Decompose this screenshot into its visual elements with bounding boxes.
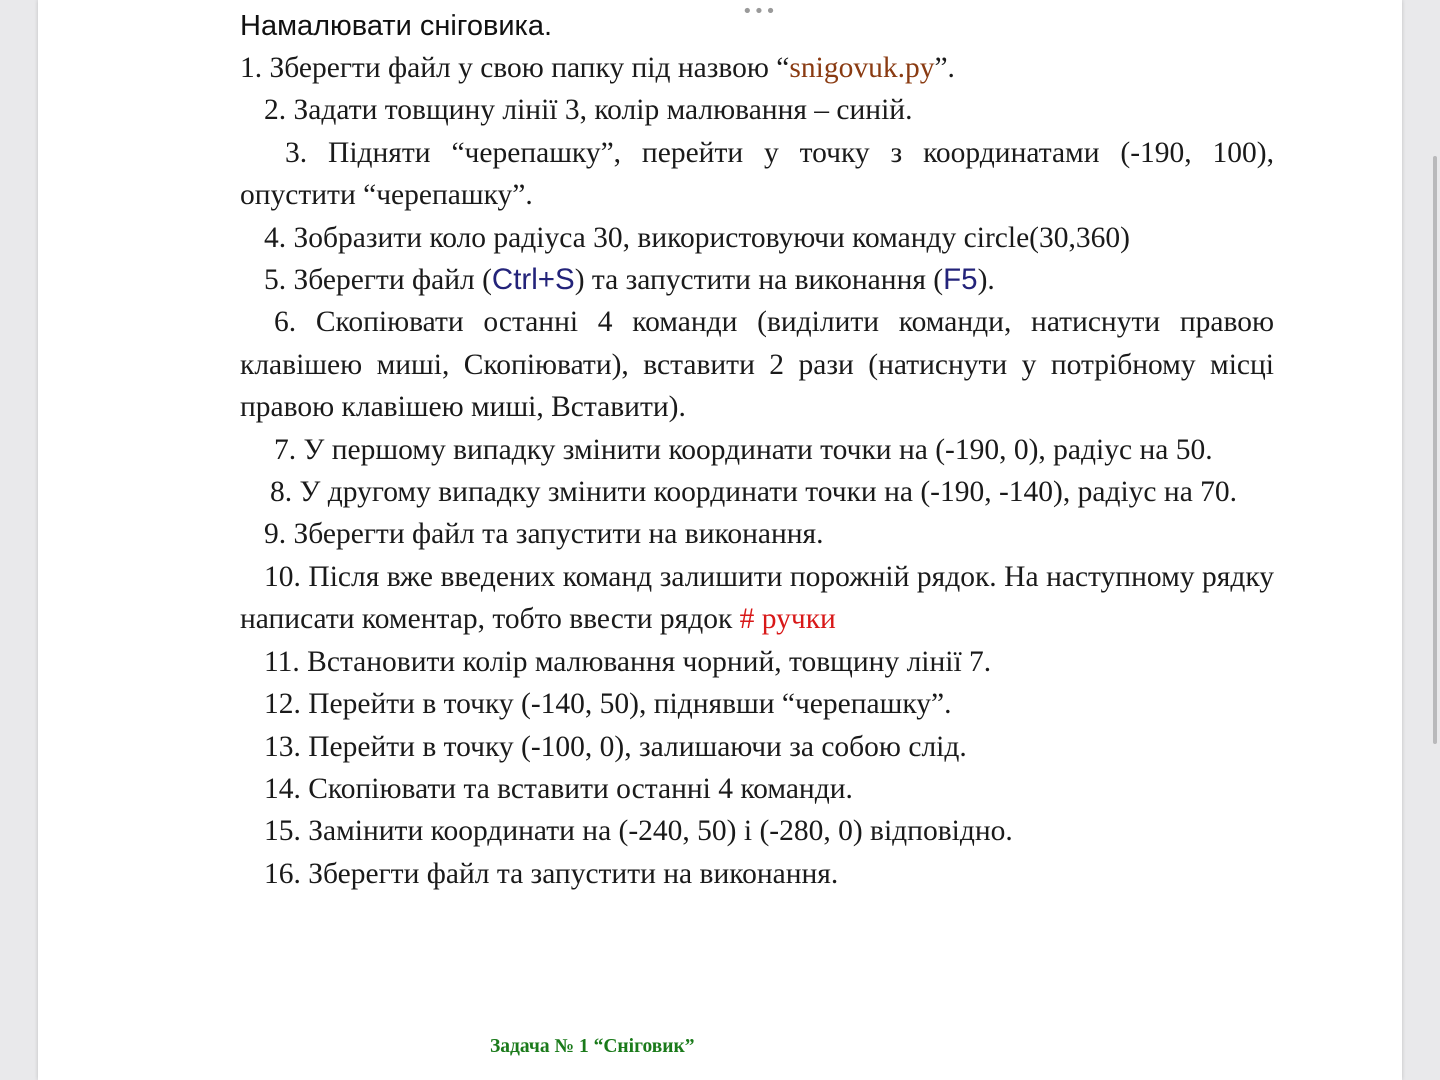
step-14 (240, 768, 1274, 810)
step-16 (240, 853, 1274, 895)
step-1-text: 1. Зберегти файл у свою папку під назвою “ (240, 52, 790, 84)
step-7 (240, 429, 1274, 471)
step-3-text: 3. Підняти “черепашку”, перейти у точку з координатами (-190, 100), опустити “черепашку”. (240, 136, 1274, 212)
document-body (240, 1, 1274, 895)
shortcut-save: Ctrl+S (491, 263, 575, 297)
shortcut-run: F5 (943, 263, 978, 297)
step-11 (240, 641, 1274, 683)
step-8-text: 8. У другому випадку змінити координати точки на (-190, -140), радіус на 70. (270, 476, 1238, 509)
step-11-text: 11. Встановити колір малювання чорний, товщину лінії 7. (264, 645, 992, 678)
step-13 (240, 726, 1274, 768)
step-5-mid: ) та запустити на виконання ( (574, 264, 944, 297)
scrollbar-thumb[interactable] (1433, 156, 1437, 744)
step-5 (240, 259, 1274, 301)
step-12-text: 12. Перейти в точку (-140, 50), піднявши “черепашку”. (264, 688, 952, 721)
step-12 (240, 683, 1274, 725)
step-13-text: 13. Перейти в точку (-100, 0), залишаючи за собою слід. (264, 730, 967, 763)
step-4 (240, 217, 1274, 259)
task-title: Намалювати сніговика. (240, 10, 553, 42)
scrollbar[interactable] (1402, 0, 1440, 1080)
step-7-text: 7. У першому випадку змінити координати точки на (-190, 0), радіус на 50. (274, 433, 1213, 466)
step-8 (240, 471, 1274, 513)
step-14-text: 14. Скопіювати та вставити останні 4 команди. (264, 772, 853, 805)
step-10-text: 10. Після вже введених команд залишити порожній рядок. На наступному рядку написати коментар, тобто ввести рядок (240, 560, 1274, 636)
step-2 (240, 89, 1274, 131)
step-15-text: 15. Замінити координати на (-240, 50) і (-280, 0) відповідно. (264, 815, 1013, 848)
step-6 (240, 301, 1274, 428)
step-6-text: 6. Скопіювати останні 4 команди (виділити команди, натиснути правою клавішею миші, Скопіювати), вставити 2 рази (натиснути у потрібному місці правою клавішею миші, Вставити). (240, 306, 1274, 424)
step-5-text: 5. Зберегти файл ( (264, 264, 492, 297)
more-options-icon[interactable]: ••• (742, 1, 777, 22)
step-3 (240, 132, 1274, 217)
step-16-text: 16. Зберегти файл та запустити на виконання. (264, 857, 839, 890)
task-caption: Задача № 1 “Сніговик” (490, 1036, 695, 1057)
step-9-text: 9. Зберегти файл та запустити на виконання. (264, 518, 824, 551)
step-4-text: 4. Зобразити коло радіуса 30, використовуючи команду circle(30,360) (264, 221, 1130, 254)
step-1 (240, 47, 1274, 89)
step-10 (240, 556, 1274, 641)
step-15 (240, 810, 1274, 852)
step-1-end: ”. (934, 52, 955, 84)
step-9 (240, 513, 1274, 555)
filename-text: snigovuk.py (789, 52, 935, 84)
step-2-text: 2. Задати товщину лінії 3, колір малювання – синій. (264, 94, 913, 127)
comment-text: # ручки (739, 603, 836, 636)
step-5-end: ). (977, 264, 995, 297)
document-page (38, 0, 1402, 1080)
